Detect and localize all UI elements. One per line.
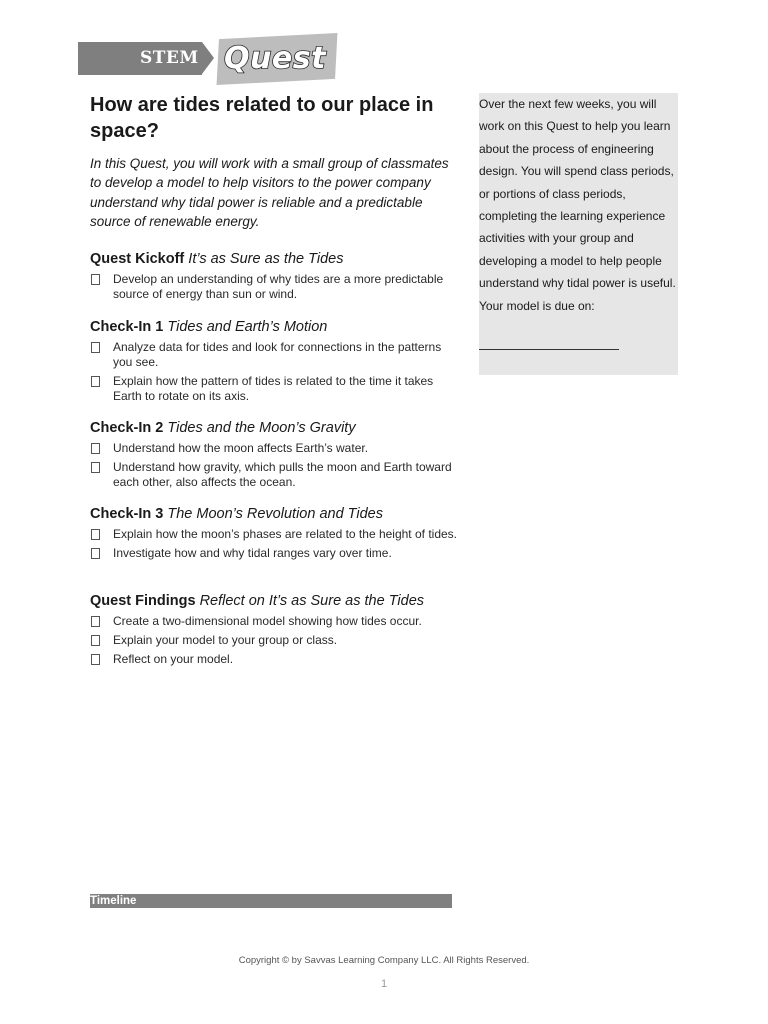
item-text: Analyze data for tides and look for connections in the patterns you see. [113,340,442,369]
section-heading [90,250,460,268]
section-subtitle: It’s as Sure as the Tides [188,251,344,267]
section-heading [90,592,460,610]
checklist-item [90,527,460,542]
sidebar-text: Over the next few weeks, you will work on this Quest to help you learn about the process of engineering design. You will spend class periods, or portions of class periods, completing the learning experience activities with your group and developing a model to help people understand why tidal power is useful. [479,97,676,291]
item-text: Create a two-dimensional model showing how tides occur. [113,614,422,628]
section-heading [90,505,460,523]
info-sidebar [479,93,678,375]
checklist-item [90,546,460,561]
checklist-item [90,340,460,370]
checklist-item [90,652,460,667]
checkbox-icon[interactable] [91,462,100,473]
section-label: Quest Findings [90,593,196,609]
stem-label: STEM [140,48,199,68]
item-text: Explain how the moon’s phases are related to the height of tides. [113,527,457,541]
stem-quest-logo [78,34,340,84]
section-subtitle: Reflect on It’s as Sure as the Tides [199,593,425,609]
page-title: How are tides related to our place in space? [90,94,434,142]
checkbox-icon[interactable] [91,376,100,387]
section-quest-findings [90,592,460,671]
checkbox-icon[interactable] [91,342,100,353]
section-check-in-2 [90,419,460,494]
checklist-item [90,614,460,629]
section-subtitle: The Moon’s Revolution and Tides [167,506,383,522]
item-text: Develop an understanding of why tides are a more predictable source of energy than sun or wind. [113,272,444,301]
section-heading [90,419,460,437]
item-text: Investigate how and why tidal ranges vary over time. [113,546,392,560]
checklist-item [90,374,460,404]
checklist-item [90,272,460,302]
item-text: Understand how gravity, which pulls the moon and Earth toward each other, also affects the ocean. [113,460,452,489]
checkbox-icon[interactable] [91,548,100,559]
item-text: Explain how the pattern of tides is related to the time it takes Earth to rotate on its axis. [113,374,434,403]
stem-arrow-shape [202,42,214,74]
checkbox-icon[interactable] [91,616,100,627]
section-label: Check-In 1 [90,319,164,335]
section-check-in-1 [90,318,460,408]
item-text: Reflect on your model. [113,652,234,666]
checkbox-icon[interactable] [91,529,100,540]
checkbox-icon[interactable] [91,443,100,454]
checklist-item [90,441,460,456]
item-text: Explain your model to your group or class. [113,633,338,647]
checklist-item [90,633,460,648]
section-label: Quest Kickoff [90,251,185,267]
section-heading [90,318,460,336]
quest-label: Quest [224,41,326,76]
due-date-label: Your model is due on: [479,298,595,313]
section-subtitle: Tides and Earth’s Motion [167,319,328,335]
due-date-blank[interactable] [479,349,619,350]
section-label: Check-In 3 [90,506,164,522]
section-quest-kickoff [90,250,460,306]
checkbox-icon[interactable] [91,654,100,665]
section-label: Check-In 2 [90,420,164,436]
timeline-header: Timeline [90,894,452,908]
section-subtitle: Tides and the Moon’s Gravity [167,420,356,436]
checkbox-icon[interactable] [91,274,100,285]
section-check-in-3 [90,505,460,565]
item-text: Understand how the moon affects Earth’s water. [113,441,369,455]
page-number: 1 [380,978,388,990]
checkbox-icon[interactable] [91,635,100,646]
intro-paragraph: In this Quest, you will work with a small group of classmates to develop a model to help visitors to the power company understand why tidal power is reliable and a predictable source of renewable energy. [90,156,449,229]
copyright-notice: Copyright © by Savvas Learning Company LLC. All Rights Reserved. [238,955,530,966]
checklist-item [90,460,460,490]
